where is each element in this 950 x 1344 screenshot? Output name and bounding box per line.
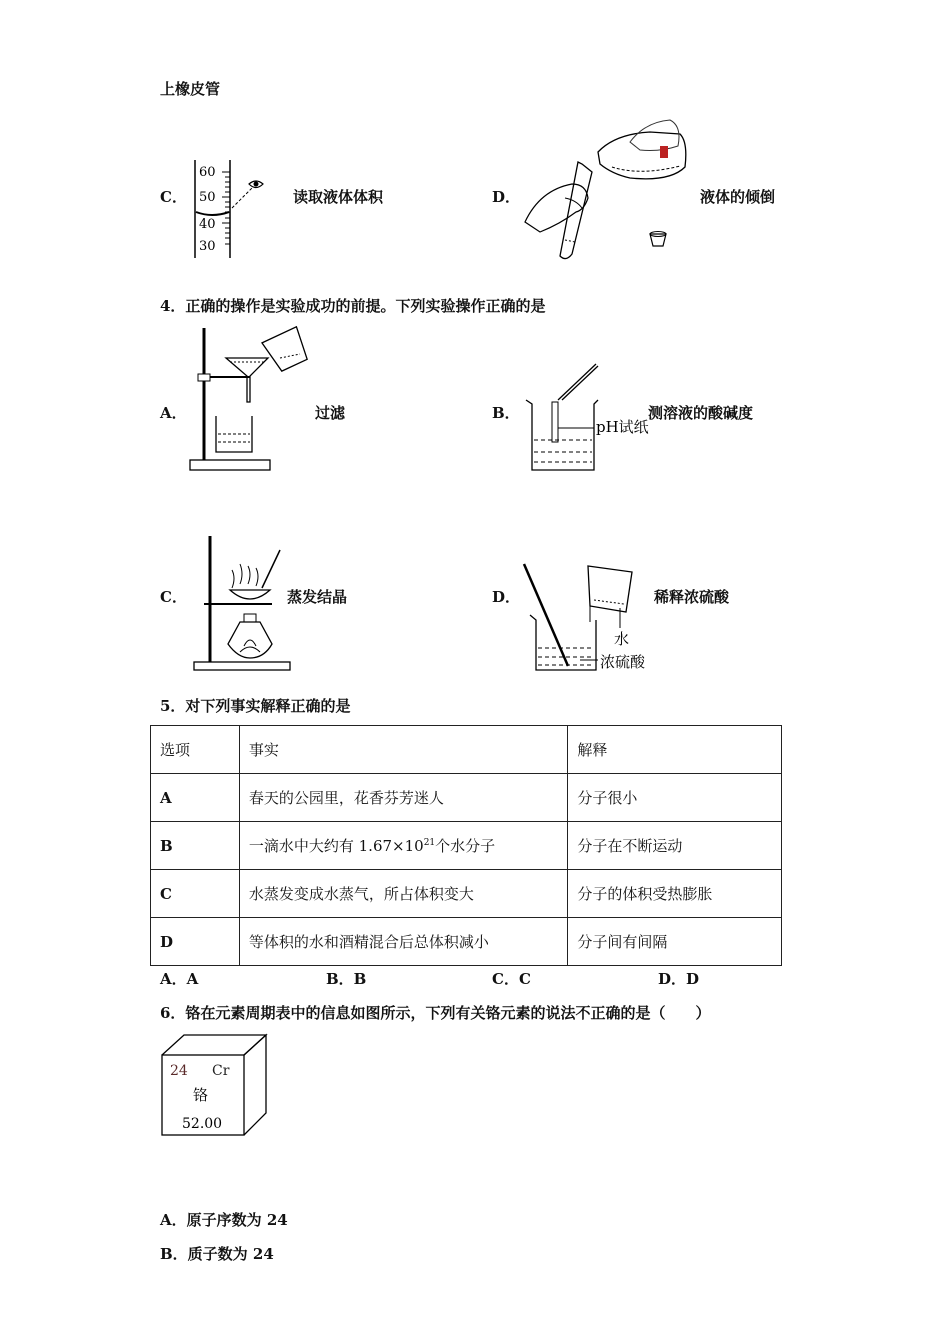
option-cell: D — [151, 918, 240, 966]
option-b-letter: B． — [492, 404, 520, 422]
option-c-letter: C． — [160, 588, 187, 606]
explain-cell: 分子在不断运动 — [568, 822, 782, 870]
option-c-caption: 蒸发结晶 — [287, 588, 348, 606]
option-d-letter: D． — [492, 588, 521, 606]
answer-option-b[interactable]: B．B — [326, 970, 367, 988]
ph-test-figure — [522, 360, 652, 475]
tick-label: 50 — [199, 190, 216, 205]
explain-cell: 分子很小 — [568, 774, 782, 822]
answer-option-a[interactable]: A．原子序数为 24 — [160, 1211, 288, 1229]
table-row — [151, 918, 782, 966]
tick-label: 60 — [199, 165, 216, 180]
periodic-element-card — [160, 1033, 268, 1137]
water-label: 水 — [614, 630, 630, 648]
fact-cell: 春天的公园里，花香芬芳迷人 — [239, 774, 568, 822]
graduated-cylinder-figure — [192, 160, 267, 260]
element-symbol: Cr — [212, 1063, 230, 1079]
header-cell: 解释 — [568, 726, 782, 774]
table-row — [151, 774, 782, 822]
dilution-figure — [520, 560, 660, 675]
eye-icon — [249, 181, 263, 188]
answer-option-d[interactable]: D．D — [658, 970, 700, 988]
option-d-caption: 稀释浓硫酸 — [654, 588, 730, 606]
liquid-pouring-figure — [520, 112, 690, 262]
element-name: 铬 — [193, 1086, 209, 1104]
fact-cell: 水蒸发变成水蒸气，所占体积变大 — [239, 870, 568, 918]
evaporation-figure — [192, 534, 292, 674]
atomic-number: 24 — [170, 1063, 188, 1079]
ph-paper-label: pH试纸 — [596, 418, 649, 436]
question-5-stem: 5．对下列事实解释正确的是 — [160, 697, 351, 715]
tick-label: 30 — [199, 239, 216, 254]
explain-cell: 分子间有间隔 — [568, 918, 782, 966]
option-c-letter: C． — [160, 188, 187, 206]
table-header-row — [151, 726, 782, 774]
table-row — [151, 870, 782, 918]
option-b-caption: 测溶液的酸碱度 — [648, 404, 754, 422]
option-d-caption: 液体的倾倒 — [700, 188, 776, 206]
header-cell: 选项 — [151, 726, 240, 774]
answer-option-a[interactable]: A．A — [160, 970, 199, 988]
option-cell: C — [151, 870, 240, 918]
atomic-mass: 52.00 — [182, 1116, 223, 1132]
option-cell: A — [151, 774, 240, 822]
text-fragment: 上橡皮管 — [160, 80, 221, 98]
table-row — [151, 822, 782, 870]
option-cell: B — [151, 822, 240, 870]
acid-label: 浓硫酸 — [600, 653, 646, 671]
filtration-figure — [190, 324, 315, 474]
option-a-caption: 过滤 — [315, 404, 346, 422]
explain-cell: 分子的体积受热膨胀 — [568, 870, 782, 918]
fact-cell: 等体积的水和酒精混合后总体积减小 — [239, 918, 568, 966]
question-4-stem: 4．正确的操作是实验成功的前提。下列实验操作正确的是 — [160, 297, 546, 315]
tick-label: 40 — [199, 217, 216, 232]
option-c-caption: 读取液体体积 — [293, 188, 384, 206]
answer-option-c[interactable]: C．C — [492, 970, 531, 988]
facts-table — [150, 725, 782, 966]
option-a-letter: A． — [160, 404, 187, 422]
option-d-letter: D． — [492, 188, 521, 206]
fact-cell: 一滴水中大约有 $1.67\times 10^{21}$个水分子 — [239, 822, 568, 870]
header-cell: 事实 — [239, 726, 568, 774]
answer-option-b[interactable]: B．质子数为 24 — [160, 1245, 274, 1263]
question-6-stem: 6．铬在元素周期表中的信息如图所示，下列有关铬元素的说法不正确的是（ ） — [160, 1004, 711, 1022]
